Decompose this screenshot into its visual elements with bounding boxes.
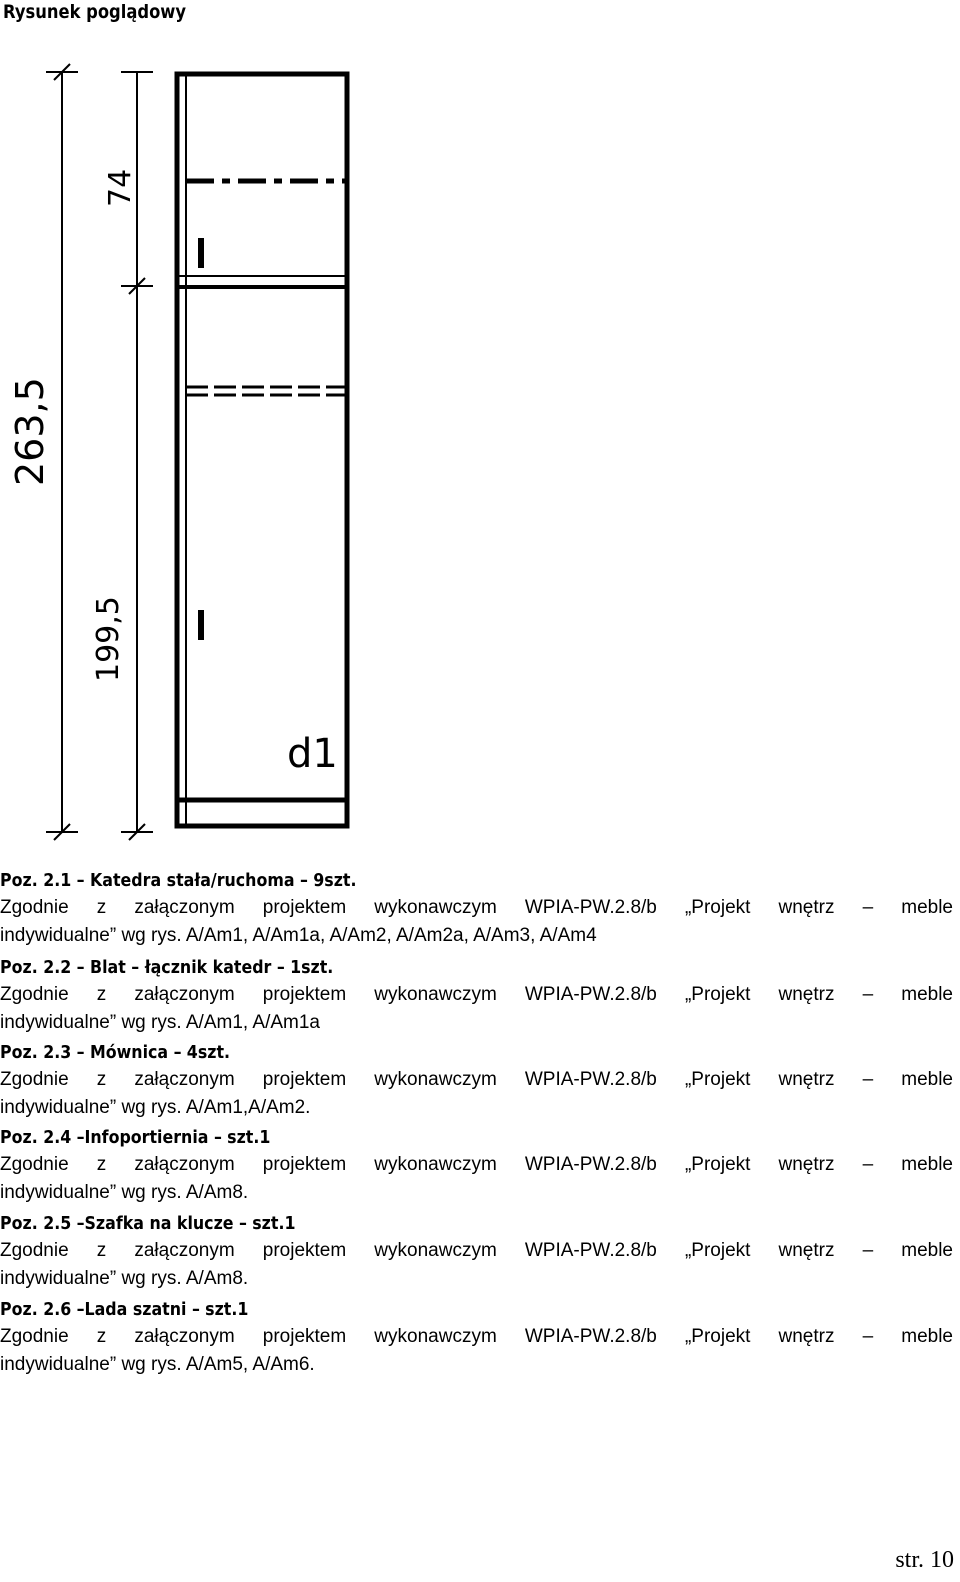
description-word: „Projekt (684, 1326, 751, 1347)
page-number: str. 10 (895, 1547, 954, 1573)
position-number: Poz. 2.5 (0, 1213, 72, 1234)
description-word: z (96, 897, 107, 918)
position-description-line1 (0, 1066, 953, 1094)
description-word: Zgodnie (0, 1326, 69, 1347)
description-word: meble (901, 897, 953, 918)
position-heading (0, 1125, 845, 1151)
position-number: Poz. 2.2 (0, 957, 72, 978)
position-number: Poz. 2.6 (0, 1299, 72, 1320)
description-word: załączonym (134, 897, 235, 918)
description-word: projektem (262, 1069, 347, 1090)
description-word: WPIA-PW.2.8/b (524, 984, 657, 1005)
description-word: Zgodnie (0, 1154, 69, 1175)
position-section (0, 868, 960, 950)
drawing-label-d1: d1 (287, 731, 338, 777)
position-section (0, 1211, 960, 1293)
description-word: z (96, 1326, 107, 1347)
description-word: – (862, 897, 874, 918)
description-word: z (96, 1069, 107, 1090)
description-word: załączonym (134, 984, 235, 1005)
position-name: – Blat – łącznik katedr – (76, 957, 285, 978)
position-description-line2: indywidualne” wg rys. A/Am8. (0, 1268, 249, 1289)
position-description-line2: indywidualne” wg rys. A/Am1, A/Am1a (0, 1012, 320, 1033)
position-description-line2: indywidualne” wg rys. A/Am1,A/Am2. (0, 1097, 311, 1118)
position-section (0, 1040, 960, 1122)
description-word: „Projekt (684, 1069, 751, 1090)
description-word: projektem (262, 1240, 347, 1261)
door-handle-upper (198, 238, 204, 268)
position-name: –Szafka na klucze – (76, 1213, 247, 1234)
wardrobe-drawing (0, 60, 380, 850)
dimension-text-upper: 74 (103, 168, 138, 207)
description-word: wnętrz (778, 984, 835, 1005)
position-name: –Lada szatni – (76, 1299, 200, 1320)
cabinet-outline (177, 74, 347, 826)
description-word: „Projekt (684, 897, 751, 918)
description-word: wykonawczym (374, 984, 497, 1005)
door-handle-lower (198, 610, 204, 640)
position-section (0, 955, 960, 1037)
description-word: – (862, 1154, 874, 1175)
description-word: meble (901, 1326, 953, 1347)
description-word: Zgodnie (0, 1240, 69, 1261)
description-word: meble (901, 984, 953, 1005)
position-section (0, 1297, 960, 1379)
description-word: – (862, 1240, 874, 1261)
description-word: załączonym (134, 1069, 235, 1090)
description-word: wykonawczym (374, 897, 497, 918)
position-quantity: 4szt. (186, 1042, 231, 1063)
position-quantity: szt.1 (252, 1213, 296, 1234)
description-word: Zgodnie (0, 897, 69, 918)
description-word: WPIA-PW.2.8/b (524, 1154, 657, 1175)
position-section (0, 1125, 960, 1207)
position-name: –Infoportiernia – (76, 1127, 222, 1148)
position-description-line1 (0, 981, 953, 1009)
description-word: wnętrz (778, 1326, 835, 1347)
description-word: WPIA-PW.2.8/b (524, 1240, 657, 1261)
description-word: załączonym (134, 1240, 235, 1261)
description-word: meble (901, 1069, 953, 1090)
description-word: WPIA-PW.2.8/b (524, 1326, 657, 1347)
position-description-line2: indywidualne” wg rys. A/Am1, A/Am1a, A/Am2, A/Am2a, A/Am3, A/Am4 (0, 925, 597, 946)
description-word: meble (901, 1154, 953, 1175)
position-heading (0, 1040, 845, 1066)
position-description-line2: indywidualne” wg rys. A/Am8. (0, 1182, 249, 1203)
position-quantity: 1szt. (290, 957, 334, 978)
position-number: Poz. 2.3 (0, 1042, 72, 1063)
description-word: projektem (262, 897, 347, 918)
description-word: wykonawczym (374, 1154, 497, 1175)
description-word: meble (901, 1240, 953, 1261)
description-word: – (862, 984, 874, 1005)
description-word: projektem (262, 1326, 347, 1347)
position-name: – Katedra stała/ruchoma – (76, 870, 308, 891)
description-word: „Projekt (684, 1240, 751, 1261)
description-word: „Projekt (684, 984, 751, 1005)
description-word: wnętrz (778, 1069, 835, 1090)
position-description-line1 (0, 1151, 953, 1179)
position-number: Poz. 2.1 (0, 870, 72, 891)
description-word: załączonym (134, 1326, 235, 1347)
position-quantity: szt.1 (227, 1127, 271, 1148)
description-word: WPIA-PW.2.8/b (524, 1069, 657, 1090)
description-word: projektem (262, 1154, 347, 1175)
position-description-line1 (0, 1237, 953, 1265)
description-word: – (862, 1069, 874, 1090)
description-word: wnętrz (778, 897, 835, 918)
position-quantity: szt.1 (205, 1299, 249, 1320)
position-description-line1 (0, 894, 953, 922)
position-heading (0, 955, 845, 981)
description-word: wykonawczym (374, 1069, 497, 1090)
description-word: wnętrz (778, 1154, 835, 1175)
description-word: WPIA-PW.2.8/b (524, 897, 657, 918)
description-word: „Projekt (684, 1154, 751, 1175)
position-heading (0, 1297, 845, 1323)
description-word: wykonawczym (374, 1240, 497, 1261)
dimension-text-total: 263,5 (8, 377, 52, 486)
description-word: projektem (262, 984, 347, 1005)
description-word: – (862, 1326, 874, 1347)
description-word: Zgodnie (0, 1069, 69, 1090)
position-description-line1 (0, 1323, 953, 1351)
description-word: załączonym (134, 1154, 235, 1175)
position-name: – Mównica – (76, 1042, 182, 1063)
position-description-line2: indywidualne” wg rys. A/Am5, A/Am6. (0, 1354, 315, 1375)
position-number: Poz. 2.4 (0, 1127, 72, 1148)
position-heading (0, 1211, 845, 1237)
description-word: z (96, 1154, 107, 1175)
dimension-text-lower: 199,5 (91, 596, 126, 682)
description-word: z (96, 984, 107, 1005)
description-word: Zgodnie (0, 984, 69, 1005)
position-quantity: 9szt. (313, 870, 357, 891)
description-word: wnętrz (778, 1240, 835, 1261)
position-heading (0, 868, 845, 894)
description-word: wykonawczym (374, 1326, 497, 1347)
page-heading: Rysunek poglądowy (3, 1, 187, 23)
description-word: z (96, 1240, 107, 1261)
